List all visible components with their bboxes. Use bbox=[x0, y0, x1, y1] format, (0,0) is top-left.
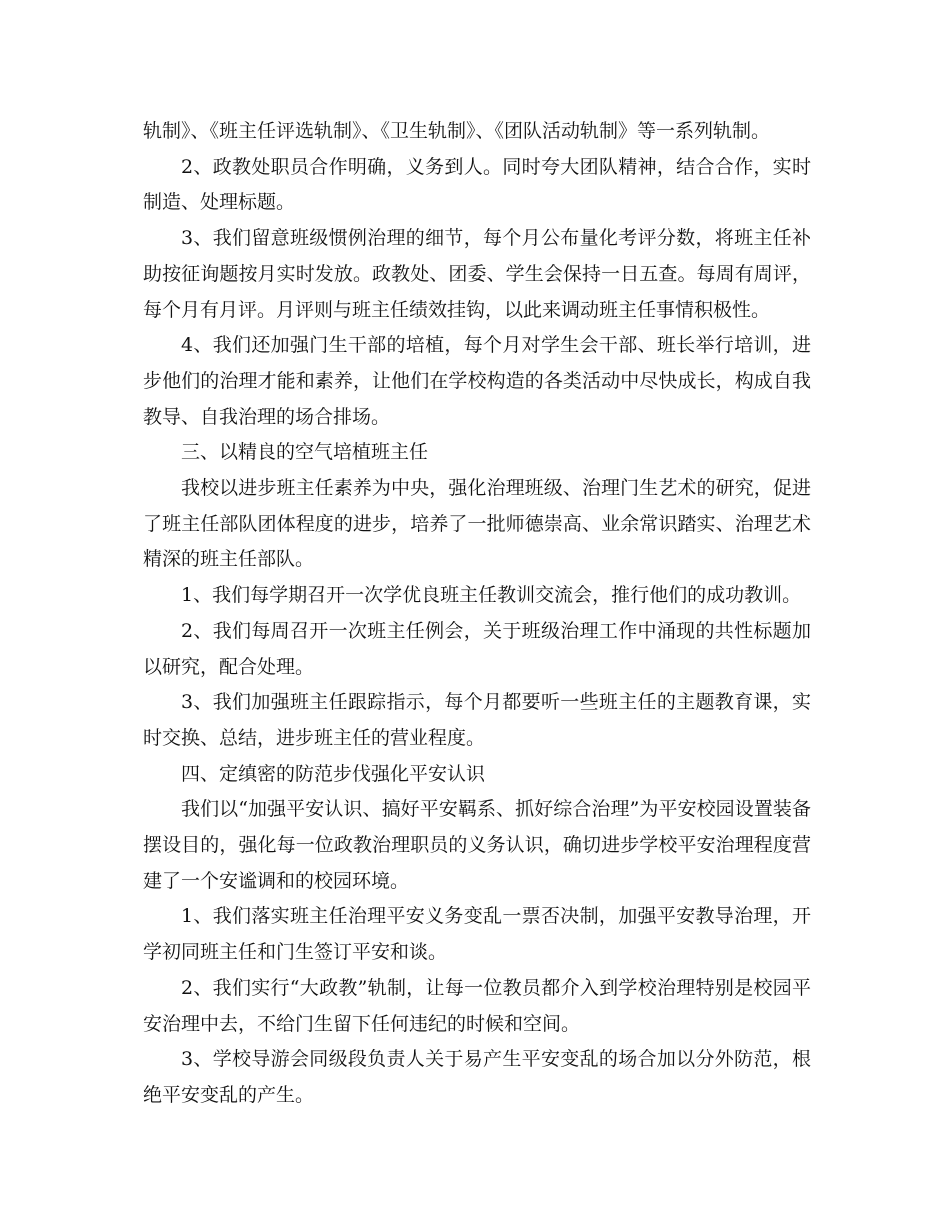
paragraph: 我校以进步班主任素养为中央，强化治理班级、治理门生艺术的研究，促进了班主任部队团体程度的进步，培养了一批师德崇高、业余常识踏实、治理艺术精深的班主任部队。 bbox=[143, 477, 811, 571]
paragraph: 2、我们实行“大政教”轨制，让每一位教员都介入到学校治理特别是校园平安治理中去，不给门生留下任何违纪的时候和空间。 bbox=[143, 976, 811, 1035]
paragraph: 2、我们每周召开一次班主任例会，关于班级治理工作中涌现的共性标题加以研究，配合处理。 bbox=[143, 619, 811, 678]
paragraph: 我们以“加强平安认识、搞好平安羁系、抓好综合治理”为平安校园设置装备摆设目的，强化每一位政教治理职员的义务认识，确切进步学校平安治理程度营建了一个安谧调和的校园环境。 bbox=[143, 798, 811, 892]
paragraph: 3、我们留意班级惯例治理的细节，每个月公布量化考评分数，将班主任补助按征询题按月实时发放。政教处、团委、学生会保持一日五查。每周有周评，每个月有月评。月评则与班主任绩效挂钩，以此来调动班主任事情积极性。 bbox=[143, 227, 811, 321]
section-heading: 四、定缜密的防范步伐强化平安认识 bbox=[181, 762, 486, 785]
document-body bbox=[143, 114, 811, 1114]
paragraph: 1、我们落实班主任治理平安义务变乱一票否决制，加强平安教导治理，开学初同班主任和门生签订平安和谈。 bbox=[143, 905, 811, 964]
section-heading: 三、以精良的空气培植班主任 bbox=[181, 441, 429, 464]
paragraph: 4、我们还加强门生干部的培植，每个月对学生会干部、班长举行培训，进步他们的治理才能和素养，让他们在学校构造的各类活动中尽快成长，构成自我教导、自我治理的场合排场。 bbox=[143, 334, 811, 428]
paragraph: 2、政教处职员合作明确，义务到人。同时夸大团队精神，结合合作，实时制造、处理标题。 bbox=[143, 155, 811, 214]
paragraph: 3、学校导游会同级段负责人关于易产生平安变乱的场合加以分外防范，根绝平安变乱的产生。 bbox=[143, 1048, 811, 1106]
paragraph: 3、我们加强班主任跟踪指示，每个月都要听一些班主任的主题教育课，实时交换、总结，进步班主任的营业程度。 bbox=[143, 691, 811, 749]
paragraph: 1、我们每学期召开一次学优良班主任教训交流会，推行他们的成功教训。 bbox=[181, 584, 802, 607]
paragraph: 轨制》、《班主任评选轨制》、《卫生轨制》、《团队活动轨制》等一系列轨制。 bbox=[143, 120, 771, 142]
